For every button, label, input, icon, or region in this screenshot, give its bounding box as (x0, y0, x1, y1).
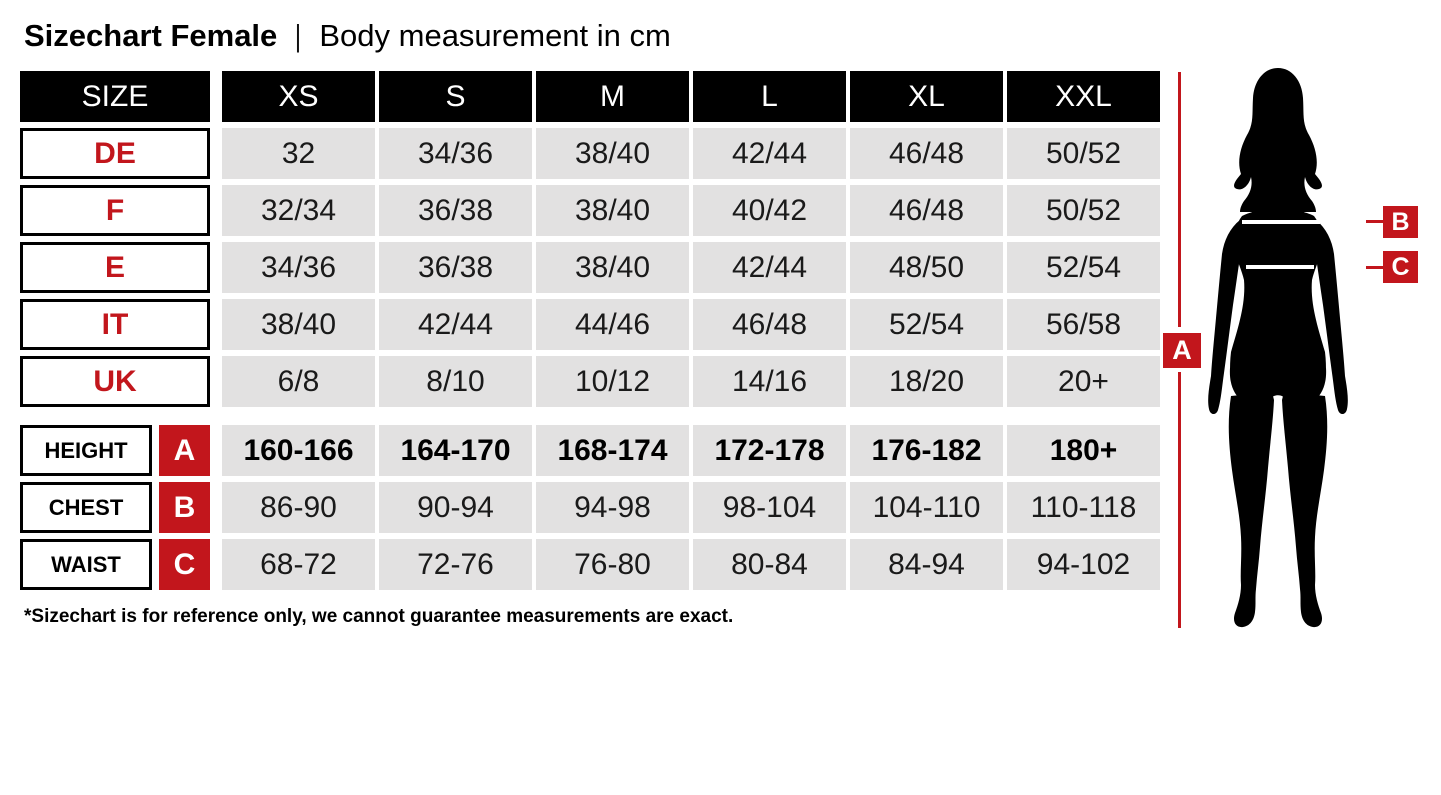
cell-chest-xxl: 110-118 (1007, 482, 1160, 533)
region-label-e: E (20, 242, 210, 293)
cell-de-m: 38/40 (536, 128, 689, 179)
cell-height-xs: 160-166 (222, 425, 375, 476)
cell-de-xxl: 50/52 (1007, 128, 1160, 179)
cell-height-xl: 176-182 (850, 425, 1003, 476)
cell-e-xs: 34/36 (222, 242, 375, 293)
cell-chest-xs: 86-90 (222, 482, 375, 533)
header-xl: XL (850, 71, 1003, 122)
header-xs: XS (222, 71, 375, 122)
page-title (24, 18, 671, 54)
cell-waist-xxl: 94-102 (1007, 539, 1160, 590)
waist-measure-tick (1366, 266, 1383, 269)
cell-waist-xs: 68-72 (222, 539, 375, 590)
cell-chest-s: 90-94 (379, 482, 532, 533)
cell-f-xxl: 50/52 (1007, 185, 1160, 236)
cell-waist-l: 80-84 (693, 539, 846, 590)
cell-uk-xs: 6/8 (222, 356, 375, 407)
cell-it-xl: 52/54 (850, 299, 1003, 350)
cell-e-l: 42/44 (693, 242, 846, 293)
cell-de-xl: 46/48 (850, 128, 1003, 179)
cell-waist-m: 76-80 (536, 539, 689, 590)
header-m: M (536, 71, 689, 122)
region-label-it: IT (20, 299, 210, 350)
footnote: *Sizechart is for reference only, we cannot guarantee measurements are exact. (24, 606, 734, 627)
region-label-uk: UK (20, 356, 210, 407)
title-separator: | (295, 18, 302, 53)
waist-label: WAIST (20, 539, 152, 590)
female-silhouette (1198, 62, 1358, 632)
title-bold: Sizechart Female (24, 18, 278, 53)
cell-height-xxl: 180+ (1007, 425, 1160, 476)
cell-height-m: 168-174 (536, 425, 689, 476)
cell-height-s: 164-170 (379, 425, 532, 476)
cell-uk-xxl: 20+ (1007, 356, 1160, 407)
cell-e-xl: 48/50 (850, 242, 1003, 293)
header-s: S (379, 71, 532, 122)
cell-e-m: 38/40 (536, 242, 689, 293)
cell-chest-m: 94-98 (536, 482, 689, 533)
height-measure-line-top (1178, 72, 1181, 327)
cell-chest-xl: 104-110 (850, 482, 1003, 533)
cell-uk-l: 14/16 (693, 356, 846, 407)
cell-uk-xl: 18/20 (850, 356, 1003, 407)
cell-it-m: 44/46 (536, 299, 689, 350)
measurement-row-waist-label (20, 539, 210, 590)
header-size: SIZE (20, 71, 210, 122)
measurement-row-height-label (20, 425, 210, 476)
header-xxl: XXL (1007, 71, 1160, 122)
measurement-row-chest-label (20, 482, 210, 533)
header-l: L (693, 71, 846, 122)
cell-it-l: 46/48 (693, 299, 846, 350)
cell-de-xs: 32 (222, 128, 375, 179)
table-gap (20, 413, 1160, 419)
height-label: HEIGHT (20, 425, 152, 476)
cell-e-xxl: 52/54 (1007, 242, 1160, 293)
cell-f-l: 40/42 (693, 185, 846, 236)
chest-label: CHEST (20, 482, 152, 533)
cell-f-xs: 32/34 (222, 185, 375, 236)
marker-b: B (1383, 206, 1418, 238)
letter-a-badge: A (159, 425, 210, 476)
cell-waist-xl: 84-94 (850, 539, 1003, 590)
letter-b-badge: B (159, 482, 210, 533)
region-label-de: DE (20, 128, 210, 179)
marker-c: C (1383, 251, 1418, 283)
marker-a: A (1163, 333, 1201, 368)
cell-de-s: 34/36 (379, 128, 532, 179)
cell-it-xxl: 56/58 (1007, 299, 1160, 350)
cell-uk-m: 10/12 (536, 356, 689, 407)
height-measure-line-bottom (1178, 372, 1181, 628)
cell-chest-l: 98-104 (693, 482, 846, 533)
cell-it-xs: 38/40 (222, 299, 375, 350)
cell-f-xl: 46/48 (850, 185, 1003, 236)
cell-f-m: 38/40 (536, 185, 689, 236)
chest-measure-tick (1366, 220, 1383, 223)
cell-e-s: 36/38 (379, 242, 532, 293)
sizechart-table (20, 71, 1160, 590)
cell-de-l: 42/44 (693, 128, 846, 179)
cell-f-s: 36/38 (379, 185, 532, 236)
letter-c-badge: C (159, 539, 210, 590)
cell-height-l: 172-178 (693, 425, 846, 476)
cell-uk-s: 8/10 (379, 356, 532, 407)
region-label-f: F (20, 185, 210, 236)
title-subtitle: Body measurement in cm (319, 18, 671, 53)
cell-it-s: 42/44 (379, 299, 532, 350)
cell-waist-s: 72-76 (379, 539, 532, 590)
